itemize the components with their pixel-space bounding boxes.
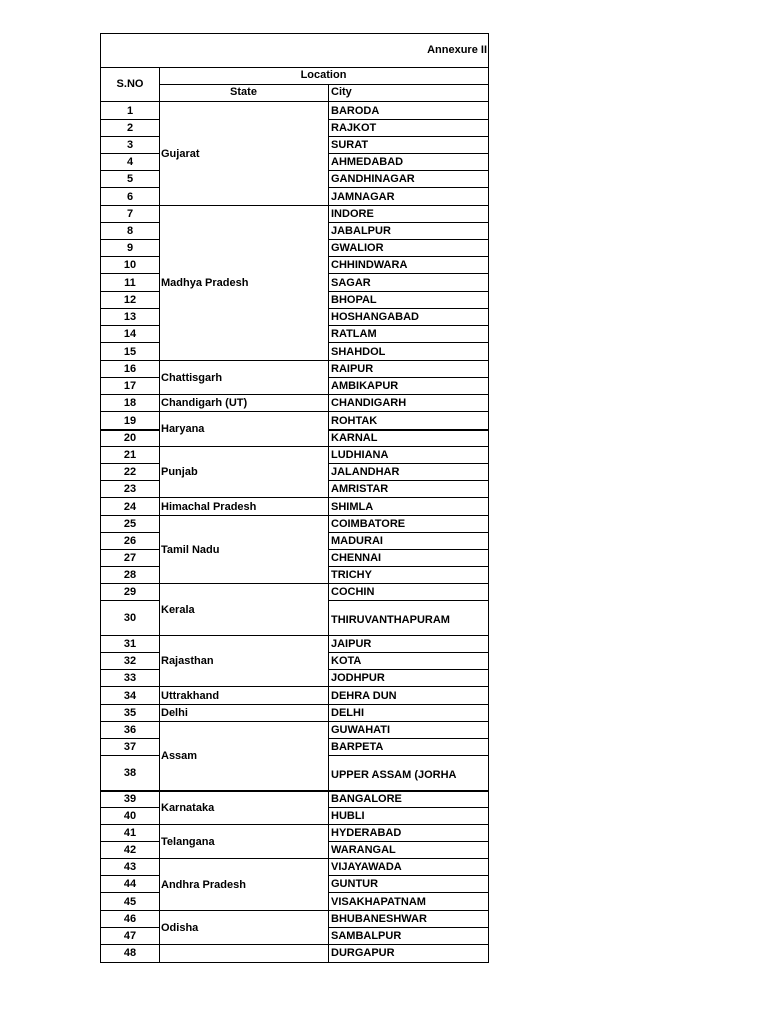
row-divider [101,325,159,326]
row-divider [101,394,159,395]
sno-cell: 5 [126,173,134,185]
city-cell: BHOPAL [331,294,377,306]
row-divider [101,790,159,792]
row-divider [101,704,159,705]
row-divider [328,446,488,447]
sno-cell: 47 [123,930,137,942]
city-cell: GWALIOR [331,242,384,254]
row-divider [328,394,488,395]
sno-cell: 13 [123,311,137,323]
city-cell: CHENNAI [331,552,382,564]
row-divider [328,738,488,739]
row-divider [101,944,159,945]
city-cell: MADURAI [331,535,383,547]
row-divider [101,497,159,498]
location-divider [159,84,488,85]
row-divider [328,463,488,464]
city-cell: INDORE [331,208,374,220]
sno-column-border [159,67,160,962]
row-divider [328,927,488,928]
row-divider [101,187,159,188]
sno-header: S.NO [116,78,144,90]
row-divider [328,944,488,945]
state-cell: Assam [161,750,198,762]
row-divider [101,429,159,431]
row-divider [101,411,159,412]
row-divider [101,686,159,687]
row-divider [328,497,488,498]
state-cell: Karnataka [161,802,215,814]
city-cell: DEHRA DUN [331,690,397,702]
city-cell: UPPER ASSAM (JORHA [331,769,457,781]
city-cell: THIRUVANTHAPURAM [331,614,450,626]
sno-cell: 34 [123,690,137,702]
row-divider [101,652,159,653]
row-divider [101,222,159,223]
city-cell: BARODA [331,105,380,117]
row-divider [101,583,159,584]
annexure-label: Annexure II [427,44,487,56]
state-cell: Haryana [161,423,205,435]
row-divider [328,291,488,292]
city-cell: RATLAM [331,328,377,340]
row-divider [328,807,488,808]
row-divider [328,187,488,188]
sno-cell: 46 [123,913,137,925]
state-cell: Delhi [161,707,188,719]
row-divider [328,669,488,670]
row-divider [328,652,488,653]
sno-cell: 18 [123,397,137,409]
row-divider [328,892,488,893]
row-divider [101,377,159,378]
row-divider [328,377,488,378]
row-divider [101,463,159,464]
city-cell: AHMEDABAD [331,156,404,168]
state-column-border [328,84,329,962]
sno-cell: 35 [123,707,137,719]
state-divider [159,446,328,447]
city-cell: JAIPUR [331,638,372,650]
sno-cell: 38 [123,767,137,779]
row-divider [101,360,159,361]
row-divider [328,755,488,756]
city-cell: HYDERABAD [331,827,402,839]
row-divider [328,429,488,431]
row-divider [101,858,159,859]
city-cell: COCHIN [331,586,375,598]
row-divider [101,566,159,567]
row-divider [328,222,488,223]
city-cell: KOTA [331,655,362,667]
state-cell: Telangana [161,836,215,848]
city-cell: LUDHIANA [331,449,389,461]
sno-cell: 1 [126,105,134,117]
row-divider [101,515,159,516]
sno-cell: 33 [123,672,137,684]
sno-cell: 24 [123,501,137,513]
city-cell: SAMBALPUR [331,930,402,942]
state-cell: Madhya Pradesh [161,277,249,289]
sno-cell: 6 [126,191,134,203]
state-divider [159,360,328,361]
city-cell: RAIPUR [331,363,374,375]
row-divider [101,170,159,171]
state-divider [159,686,328,687]
row-divider [101,807,159,808]
sno-cell: 9 [126,242,134,254]
row-divider [101,205,159,206]
city-cell: JODHPUR [331,672,385,684]
row-divider [328,480,488,481]
row-divider [101,600,159,601]
sno-cell: 7 [126,208,134,220]
row-divider [328,411,488,412]
sno-cell: 28 [123,569,137,581]
row-divider [101,256,159,257]
state-cell: Odisha [161,922,199,934]
state-divider [159,497,328,498]
state-cell: Gujarat [161,148,200,160]
city-cell: VISAKHAPATNAM [331,896,426,908]
sno-cell: 20 [123,432,137,444]
state-divider [159,205,328,206]
city-cell: HUBLI [331,810,365,822]
city-cell: COIMBATORE [331,518,406,530]
city-cell: BANGALORE [331,793,402,805]
row-divider [328,153,488,154]
sno-cell: 10 [123,259,137,271]
row-divider [328,549,488,550]
city-cell: AMRISTAR [331,483,389,495]
sno-cell: 3 [126,139,134,151]
city-cell: ROHTAK [331,415,378,427]
row-divider [328,119,488,120]
sno-cell: 15 [123,346,137,358]
sno-cell: 44 [123,878,137,890]
city-cell: BHUBANESHWAR [331,913,427,925]
sno-cell: 39 [123,793,137,805]
row-divider [101,446,159,447]
sno-cell: 42 [123,844,137,856]
state-cell: Uttrakhand [161,690,220,702]
city-cell: JALANDHAR [331,466,400,478]
state-divider [159,944,328,945]
row-divider [101,824,159,825]
sno-cell: 21 [123,449,137,461]
row-divider [101,239,159,240]
state-cell: Chandigarh (UT) [161,397,248,409]
row-divider [101,153,159,154]
row-divider [101,480,159,481]
city-cell: GUNTUR [331,878,379,890]
city-cell: WARANGAL [331,844,396,856]
city-cell: JAMNAGAR [331,191,395,203]
row-divider [328,858,488,859]
row-divider [101,892,159,893]
sno-cell: 43 [123,861,137,873]
sno-cell: 37 [123,741,137,753]
sno-cell: 14 [123,328,137,340]
row-divider [101,136,159,137]
sno-cell: 30 [123,612,137,624]
row-divider [101,755,159,756]
row-divider [328,136,488,137]
sno-cell: 26 [123,535,137,547]
city-cell: GUWAHATI [331,724,391,736]
row-divider [101,635,159,636]
city-cell: HOSHANGABAD [331,311,419,323]
row-divider [101,342,159,343]
state-divider [159,515,328,516]
sno-cell: 32 [123,655,137,667]
sno-cell: 4 [126,156,134,168]
sno-cell: 12 [123,294,137,306]
row-divider [101,669,159,670]
sno-cell: 16 [123,363,137,375]
state-cell: Andhra Pradesh [161,879,246,891]
row-divider [101,119,159,120]
row-divider [328,205,488,206]
city-cell: CHANDIGARH [331,397,407,409]
row-divider [328,342,488,343]
city-cell: AMBIKAPUR [331,380,399,392]
state-cell: Himachal Pradesh [161,501,257,513]
city-cell: SAGAR [331,277,371,289]
row-divider [328,256,488,257]
sno-cell: 31 [123,638,137,650]
row-divider [328,875,488,876]
row-divider [101,308,159,309]
row-divider [328,704,488,705]
row-divider [101,549,159,550]
state-divider [159,910,328,911]
city-cell: JABALPUR [331,225,391,237]
row-divider [328,790,488,792]
row-divider [328,635,488,636]
city-cell: DURGAPUR [331,947,395,959]
row-divider [328,721,488,722]
sno-cell: 11 [124,277,136,289]
row-divider [328,824,488,825]
row-divider [328,841,488,842]
state-divider [159,790,328,792]
row-divider [101,532,159,533]
city-cell: RAJKOT [331,122,377,134]
row-divider [328,360,488,361]
location-header: Location [300,69,347,81]
row-divider [328,239,488,240]
row-divider [328,325,488,326]
state-cell: Tamil Nadu [161,544,220,556]
city-cell: SHIMLA [331,501,374,513]
city-cell: GANDHINAGAR [331,173,415,185]
city-cell: SURAT [331,139,369,151]
sno-cell: 23 [123,483,137,495]
sno-cell: 2 [126,122,134,134]
row-divider [328,910,488,911]
sno-cell: 48 [123,947,137,959]
state-divider [159,704,328,705]
sno-cell: 36 [123,724,137,736]
sno-cell: 25 [123,518,137,530]
state-header: State [230,86,257,98]
row-divider [328,566,488,567]
city-header: City [331,86,352,98]
row-divider [328,600,488,601]
city-cell: BARPETA [331,741,384,753]
sno-cell: 22 [123,466,137,478]
city-cell: KARNAL [331,432,378,444]
city-cell: CHHINDWARA [331,259,408,271]
row-divider [101,273,159,274]
sno-cell: 19 [123,415,137,427]
city-cell: DELHI [331,707,364,719]
state-divider [159,583,328,584]
state-cell: Punjab [161,466,198,478]
row-divider [328,170,488,171]
state-cell: Kerala [161,604,195,616]
sno-cell: 45 [123,896,137,908]
row-divider [101,738,159,739]
sno-cell: 29 [123,586,137,598]
city-cell: TRICHY [331,569,372,581]
state-divider [159,635,328,636]
state-cell: Rajasthan [161,655,214,667]
state-divider [159,721,328,722]
row-divider [101,721,159,722]
row-divider [101,927,159,928]
row-divider [328,532,488,533]
row-divider [101,291,159,292]
state-cell: Chattisgarh [161,372,223,384]
row-divider [328,686,488,687]
sno-cell: 17 [123,380,137,392]
row-divider [101,841,159,842]
state-divider [159,824,328,825]
sno-cell: 27 [123,552,137,564]
sno-cell: 40 [123,810,137,822]
row-divider [328,583,488,584]
state-divider [159,411,328,412]
annexure-table [100,33,489,963]
row-divider [328,273,488,274]
row-divider [328,515,488,516]
state-divider [159,394,328,395]
city-cell: VIJAYAWADA [331,861,402,873]
row-divider [328,308,488,309]
city-cell: SHAHDOL [331,346,386,358]
state-divider [159,858,328,859]
row-divider [101,910,159,911]
sno-cell: 41 [123,827,137,839]
sno-cell: 8 [126,225,134,237]
row-divider [101,875,159,876]
